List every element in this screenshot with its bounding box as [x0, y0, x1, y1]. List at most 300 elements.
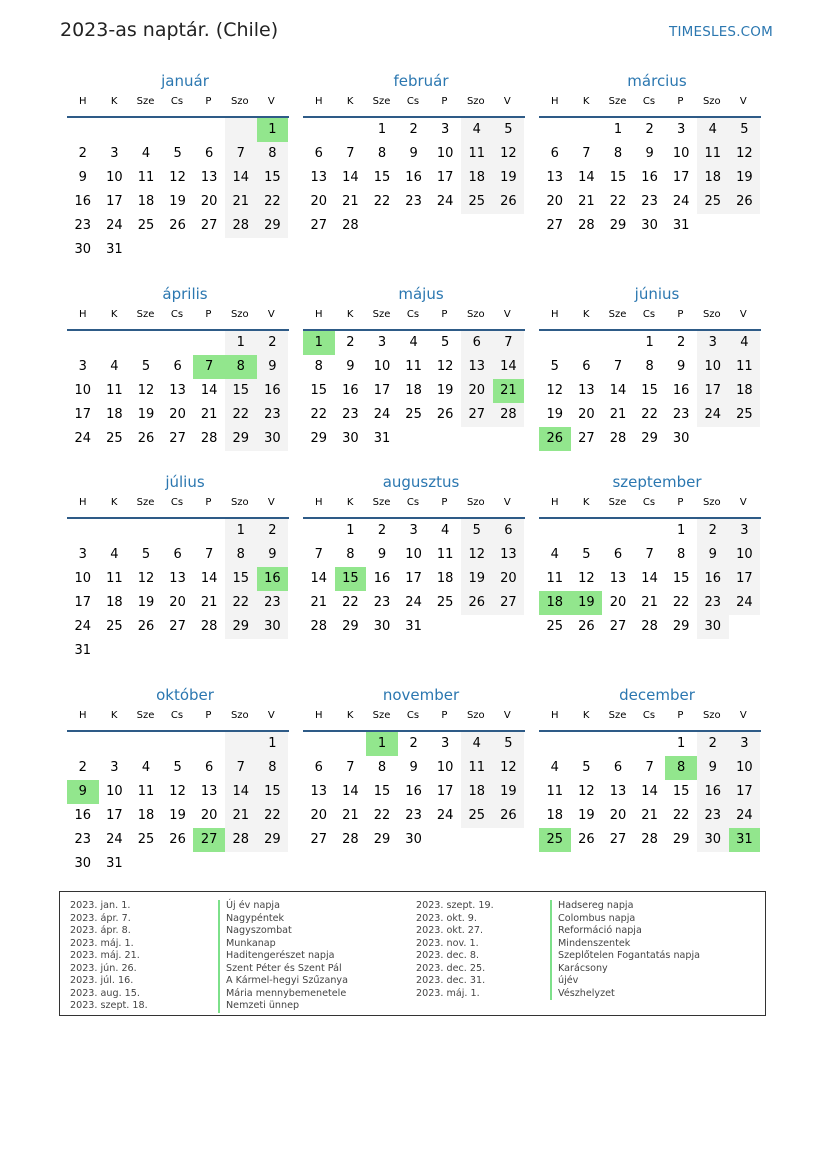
empty-day — [130, 639, 162, 663]
calendar-day: 18 — [106, 407, 123, 422]
calendar-day: 16 — [672, 383, 690, 398]
weekday-label: Sze — [136, 309, 155, 320]
calendar-day: 30 — [697, 828, 729, 852]
calendar-day: 20 — [609, 808, 627, 823]
calendar-day: 25 — [436, 595, 454, 610]
calendar-day: 6 — [613, 547, 623, 562]
calendar-day: 22 — [373, 808, 391, 823]
calendar-day: 10 — [436, 146, 454, 161]
calendar-day: 5 — [141, 359, 151, 374]
weekday-label: K — [346, 96, 354, 107]
empty-day — [602, 519, 634, 543]
calendar-day: 13 — [200, 784, 218, 799]
calendar-day: 11 — [137, 784, 155, 799]
calendar-day: 2 — [78, 760, 87, 775]
calendar-day: 24 — [373, 407, 391, 422]
calendar-day: 22 — [310, 407, 328, 422]
calendar-day: 20 — [310, 808, 328, 823]
calendar-day: 6 — [205, 760, 214, 775]
calendar-day: 31 — [373, 431, 391, 446]
calendar-day: 29 — [310, 431, 328, 446]
calendar-day: 18 — [137, 194, 155, 209]
calendar-day: 9 — [257, 355, 289, 379]
calendar-day: 13 — [461, 355, 493, 379]
empty-day — [429, 828, 461, 852]
weekday-label: Cs — [642, 497, 656, 508]
calendar-day: 1 — [303, 331, 335, 355]
holiday-date: 2023. máj. 21. — [70, 950, 140, 961]
calendar-day: 17 — [74, 407, 92, 422]
calendar-day: 8 — [377, 760, 387, 775]
weekday-label: Szo — [702, 96, 721, 107]
calendar-day: 22 — [641, 407, 658, 422]
weekday-header — [539, 96, 759, 116]
empty-day — [225, 852, 257, 876]
holiday-date: 2023. ápr. 7. — [70, 912, 131, 924]
calendar-day: 14 — [578, 170, 595, 185]
weekday-label: Cs — [406, 710, 420, 721]
calendar-day: 2 — [257, 519, 289, 543]
calendar-day: 2 — [78, 146, 87, 161]
calendar-day: 22 — [257, 190, 289, 214]
weekday-label: K — [110, 497, 118, 508]
empty-day — [429, 427, 461, 451]
holiday-date: 2023. júl. 16. — [70, 975, 134, 986]
calendar-day: 25 — [461, 190, 493, 214]
calendar-day: 24 — [729, 591, 761, 615]
empty-day — [398, 427, 430, 451]
calendar-day: 24 — [106, 218, 123, 233]
calendar-day: 28 — [641, 619, 658, 634]
calendar-day: 9 — [645, 146, 654, 161]
calendar-day: 21 — [641, 808, 658, 823]
calendar-day: 31 — [405, 619, 422, 634]
calendar-day: 2 — [409, 736, 418, 751]
calendar-day: 18 — [461, 780, 493, 804]
calendar-day: 16 — [257, 567, 289, 591]
weekday-label: Cs — [406, 497, 420, 508]
weekday-label: K — [582, 96, 590, 107]
calendar-day: 30 — [342, 431, 359, 446]
weekday-label: H — [78, 497, 87, 508]
calendar-day: 1 — [677, 523, 686, 538]
calendar-day: 23 — [257, 591, 289, 615]
weekday-label: Sze — [136, 497, 155, 508]
empty-day — [303, 519, 335, 543]
weekday-header — [303, 96, 523, 116]
calendar-day: 5 — [173, 146, 182, 161]
calendar-day: 27 — [310, 832, 328, 847]
empty-day — [130, 331, 162, 355]
calendar-day: 29 — [257, 214, 289, 238]
calendar-day: 17 — [436, 170, 454, 185]
day-grid — [539, 519, 761, 639]
empty-day — [257, 639, 289, 663]
weekday-label: Sze — [608, 96, 627, 107]
calendar-day: 13 — [310, 784, 328, 799]
holiday-list — [59, 891, 766, 1016]
calendar-day: 19 — [137, 407, 155, 422]
calendar-day: 14 — [641, 571, 658, 586]
weekday-label: P — [205, 710, 212, 721]
calendar-day: 31 — [729, 828, 761, 852]
holiday-name: Új év napja — [218, 900, 348, 913]
calendar-day: 23 — [697, 591, 729, 615]
calendar-day: 26 — [493, 190, 525, 214]
weekday-label: Sze — [136, 96, 155, 107]
calendar-day: 5 — [550, 359, 559, 374]
calendar-day: 9 — [346, 359, 355, 374]
weekday-label: Cs — [170, 96, 184, 107]
calendar-day: 8 — [613, 146, 623, 161]
weekday-label: H — [78, 96, 87, 107]
calendar-day: 28 — [641, 832, 658, 847]
weekday-label: K — [110, 309, 118, 320]
empty-day — [398, 214, 430, 238]
calendar-day: 14 — [493, 355, 525, 379]
calendar-day: 13 — [609, 571, 627, 586]
weekday-label: K — [346, 309, 354, 320]
calendar-day: 17 — [729, 567, 761, 591]
calendar-day: 18 — [546, 808, 564, 823]
calendar-day: 18 — [405, 383, 422, 398]
calendar-day: 27 — [310, 218, 328, 233]
calendar-day: 5 — [173, 760, 182, 775]
calendar-day: 30 — [74, 856, 92, 871]
day-grid — [67, 519, 289, 663]
calendar-day: 19 — [436, 383, 454, 398]
calendar-day: 22 — [672, 808, 690, 823]
calendar-day: 11 — [461, 142, 493, 166]
calendar-day: 4 — [550, 547, 559, 562]
calendar-day: 4 — [110, 547, 119, 562]
empty-day — [130, 118, 162, 142]
weekday-header — [67, 497, 287, 517]
calendar-day: 9 — [377, 547, 387, 562]
weekday-label: Szo — [230, 497, 249, 508]
day-grid — [539, 118, 761, 238]
calendar-day: 9 — [78, 170, 87, 185]
weekday-label: V — [267, 96, 275, 107]
calendar-day: 9 — [697, 543, 729, 567]
calendar-day: 21 — [578, 194, 595, 209]
calendar-day: 9 — [409, 760, 418, 775]
calendar-day: 19 — [578, 808, 595, 823]
calendar-day: 8 — [314, 359, 323, 374]
calendar-day: 29 — [373, 832, 391, 847]
calendar-day: 9 — [257, 543, 289, 567]
month-name: december — [619, 686, 695, 704]
brand-link[interactable]: TIMESLES.COM — [669, 24, 773, 40]
calendar-day: 14 — [225, 166, 257, 190]
calendar-day: 16 — [373, 571, 391, 586]
calendar-day: 4 — [409, 335, 418, 350]
calendar-day: 11 — [106, 383, 123, 398]
calendar-day: 25 — [546, 619, 564, 634]
weekday-label: Szo — [230, 710, 249, 721]
calendar-day: 10 — [436, 760, 454, 775]
calendar-day: 4 — [110, 359, 119, 374]
weekday-label: V — [739, 96, 747, 107]
weekday-label: V — [267, 309, 275, 320]
calendar-day: 23 — [405, 194, 422, 209]
calendar-day: 11 — [436, 547, 454, 562]
calendar-day: 28 — [493, 403, 525, 427]
calendar-day: 26 — [169, 832, 186, 847]
calendar-day: 25 — [106, 619, 123, 634]
empty-day — [162, 732, 194, 756]
calendar-day: 7 — [613, 359, 623, 374]
calendar-day: 13 — [169, 571, 186, 586]
calendar-day: 17 — [697, 379, 729, 403]
calendar-day: 8 — [677, 547, 686, 562]
weekday-label: Szo — [702, 710, 721, 721]
weekday-label: Cs — [406, 309, 420, 320]
month-name: január — [161, 72, 209, 90]
calendar-day: 1 — [645, 335, 654, 350]
calendar-day: 27 — [169, 431, 186, 446]
weekday-label: Szo — [230, 96, 249, 107]
calendar-day: 5 — [582, 760, 591, 775]
calendar-day: 30 — [257, 427, 289, 451]
calendar-day: 11 — [405, 359, 422, 374]
calendar-day: 1 — [257, 732, 289, 756]
empty-day — [193, 639, 225, 663]
calendar-day: 1 — [366, 732, 398, 756]
calendar-day: 12 — [546, 383, 564, 398]
calendar-day: 28 — [225, 214, 257, 238]
empty-day — [303, 732, 335, 756]
empty-day — [729, 214, 761, 238]
calendar-day: 8 — [346, 547, 355, 562]
weekday-label: P — [205, 96, 212, 107]
empty-day — [99, 732, 131, 756]
day-grid — [67, 118, 289, 262]
calendar-day: 20 — [169, 595, 186, 610]
month-block — [539, 686, 759, 852]
holiday-name: A Kármel-hegyi Szűzanya — [218, 975, 348, 988]
calendar-day: 2 — [697, 732, 729, 756]
calendar-day: 6 — [314, 146, 323, 161]
weekday-label: V — [739, 309, 747, 320]
month-block — [67, 686, 287, 876]
calendar-day: 22 — [257, 804, 289, 828]
calendar-day: 14 — [609, 383, 627, 398]
calendar-day: 31 — [106, 856, 123, 871]
calendar-day: 26 — [137, 431, 155, 446]
weekday-label: P — [677, 710, 684, 721]
weekday-label: P — [205, 497, 212, 508]
empty-day — [335, 732, 367, 756]
calendar-day: 17 — [672, 170, 690, 185]
calendar-day: 4 — [461, 118, 493, 142]
calendar-day: 6 — [582, 359, 591, 374]
calendar-day: 21 — [342, 808, 359, 823]
weekday-label: Szo — [702, 497, 721, 508]
holiday-name: Karácsony — [550, 963, 700, 976]
month-name: október — [156, 686, 214, 704]
calendar-day: 19 — [169, 194, 186, 209]
calendar-day: 19 — [546, 407, 564, 422]
weekday-label: Sze — [608, 309, 627, 320]
calendar-day: 15 — [672, 571, 690, 586]
empty-day — [335, 118, 367, 142]
calendar-day: 15 — [373, 170, 391, 185]
calendar-day: 15 — [335, 567, 367, 591]
calendar-day: 14 — [310, 571, 328, 586]
calendar-day: 16 — [697, 567, 729, 591]
calendar-day: 5 — [441, 335, 450, 350]
calendar-day: 19 — [493, 166, 525, 190]
calendar-day: 2 — [645, 122, 654, 137]
calendar-day: 19 — [461, 567, 493, 591]
holiday-name: Mária mennybemenetele — [218, 988, 348, 1001]
calendar-day: 10 — [373, 359, 391, 374]
month-name: február — [393, 72, 449, 90]
calendar-day: 18 — [461, 166, 493, 190]
calendar-day: 6 — [314, 760, 323, 775]
month-name: november — [382, 686, 460, 704]
calendar-day: 5 — [493, 118, 525, 142]
weekday-label: V — [267, 497, 275, 508]
calendar-day: 25 — [405, 407, 422, 422]
calendar-day: 9 — [697, 756, 729, 780]
calendar-day: 19 — [137, 595, 155, 610]
calendar-day: 3 — [697, 331, 729, 355]
month-block — [67, 72, 287, 262]
weekday-label: H — [314, 710, 323, 721]
calendar-day: 31 — [74, 643, 92, 658]
calendar-day: 7 — [193, 355, 225, 379]
day-grid — [303, 732, 525, 852]
empty-day — [493, 615, 525, 639]
calendar-day: 21 — [609, 407, 627, 422]
weekday-label: Cs — [170, 497, 184, 508]
calendar-day: 13 — [169, 383, 186, 398]
calendar-day: 15 — [609, 170, 627, 185]
calendar-day: 26 — [578, 832, 595, 847]
calendar-day: 12 — [137, 383, 155, 398]
calendar-day: 15 — [257, 166, 289, 190]
calendar-day: 27 — [193, 828, 225, 852]
empty-day — [461, 214, 493, 238]
calendar-day: 21 — [342, 194, 359, 209]
empty-day — [539, 519, 571, 543]
calendar-day: 21 — [225, 190, 257, 214]
calendar-day: 12 — [729, 142, 761, 166]
weekday-label: V — [503, 497, 511, 508]
calendar-day: 16 — [641, 170, 658, 185]
weekday-label: P — [677, 96, 684, 107]
weekday-header — [303, 497, 523, 517]
calendar-day: 11 — [461, 756, 493, 780]
weekday-header — [67, 309, 287, 329]
calendar-day: 12 — [461, 543, 493, 567]
holiday-dates-right — [416, 900, 494, 1000]
calendar-day: 3 — [441, 122, 450, 137]
month-block — [303, 285, 523, 451]
calendar-day: 4 — [550, 760, 559, 775]
calendar-day: 19 — [493, 780, 525, 804]
calendar-day: 6 — [461, 331, 493, 355]
calendar-day: 15 — [225, 379, 257, 403]
weekday-header — [67, 96, 287, 116]
empty-day — [130, 519, 162, 543]
calendar-day: 15 — [672, 784, 690, 799]
weekday-label: Cs — [170, 710, 184, 721]
calendar-day: 10 — [74, 571, 92, 586]
calendar-day: 2 — [257, 331, 289, 355]
empty-day — [729, 615, 761, 639]
calendar-day: 10 — [729, 756, 761, 780]
calendar-day: 26 — [578, 619, 595, 634]
calendar-day: 12 — [137, 571, 155, 586]
calendar-day: 5 — [493, 732, 525, 756]
calendar-day: 29 — [225, 427, 257, 451]
calendar-day: 22 — [609, 194, 627, 209]
weekday-label: Sze — [608, 710, 627, 721]
calendar-day: 5 — [141, 547, 151, 562]
calendar-day: 7 — [346, 760, 355, 775]
calendar-day: 21 — [310, 595, 328, 610]
empty-day — [225, 118, 257, 142]
calendar-day: 14 — [225, 780, 257, 804]
month-block — [539, 285, 759, 451]
calendar-day: 13 — [493, 543, 525, 567]
calendar-day: 21 — [200, 407, 218, 422]
calendar-day: 17 — [729, 780, 761, 804]
calendar-day: 22 — [225, 591, 257, 615]
calendar-day: 3 — [409, 523, 418, 538]
calendar-day: 7 — [314, 547, 323, 562]
holiday-name: Nagypéntek — [218, 913, 348, 926]
calendar-day: 15 — [257, 780, 289, 804]
calendar-day: 25 — [461, 804, 493, 828]
calendar-day: 7 — [645, 547, 654, 562]
calendar-day: 27 — [169, 619, 186, 634]
calendar-day: 30 — [373, 619, 391, 634]
calendar-day: 5 — [461, 519, 493, 543]
calendar-day: 15 — [641, 383, 658, 398]
month-name: augusztus — [382, 473, 460, 491]
weekday-label: P — [441, 710, 448, 721]
calendar-day: 29 — [672, 832, 690, 847]
calendar-day: 1 — [225, 331, 257, 355]
month-block — [303, 72, 523, 238]
calendar-day: 12 — [169, 170, 186, 185]
calendar-day: 24 — [729, 804, 761, 828]
calendar-day: 11 — [106, 571, 123, 586]
calendar-day: 24 — [672, 194, 690, 209]
calendar-day: 11 — [697, 142, 729, 166]
empty-day — [162, 238, 194, 262]
calendar-day: 24 — [436, 194, 454, 209]
calendar-day: 20 — [493, 567, 525, 591]
empty-day — [130, 852, 162, 876]
day-grid — [67, 732, 289, 876]
calendar-day: 8 — [225, 543, 257, 567]
empty-day — [67, 118, 99, 142]
calendar-day: 28 — [578, 218, 595, 233]
weekday-label: H — [550, 309, 559, 320]
calendar-day: 15 — [225, 567, 257, 591]
empty-day — [193, 238, 225, 262]
weekday-header — [539, 309, 759, 329]
calendar-day: 7 — [582, 146, 591, 161]
holiday-date: 2023. dec. 25. — [416, 962, 486, 974]
calendar-day: 10 — [74, 383, 92, 398]
empty-day — [67, 732, 99, 756]
